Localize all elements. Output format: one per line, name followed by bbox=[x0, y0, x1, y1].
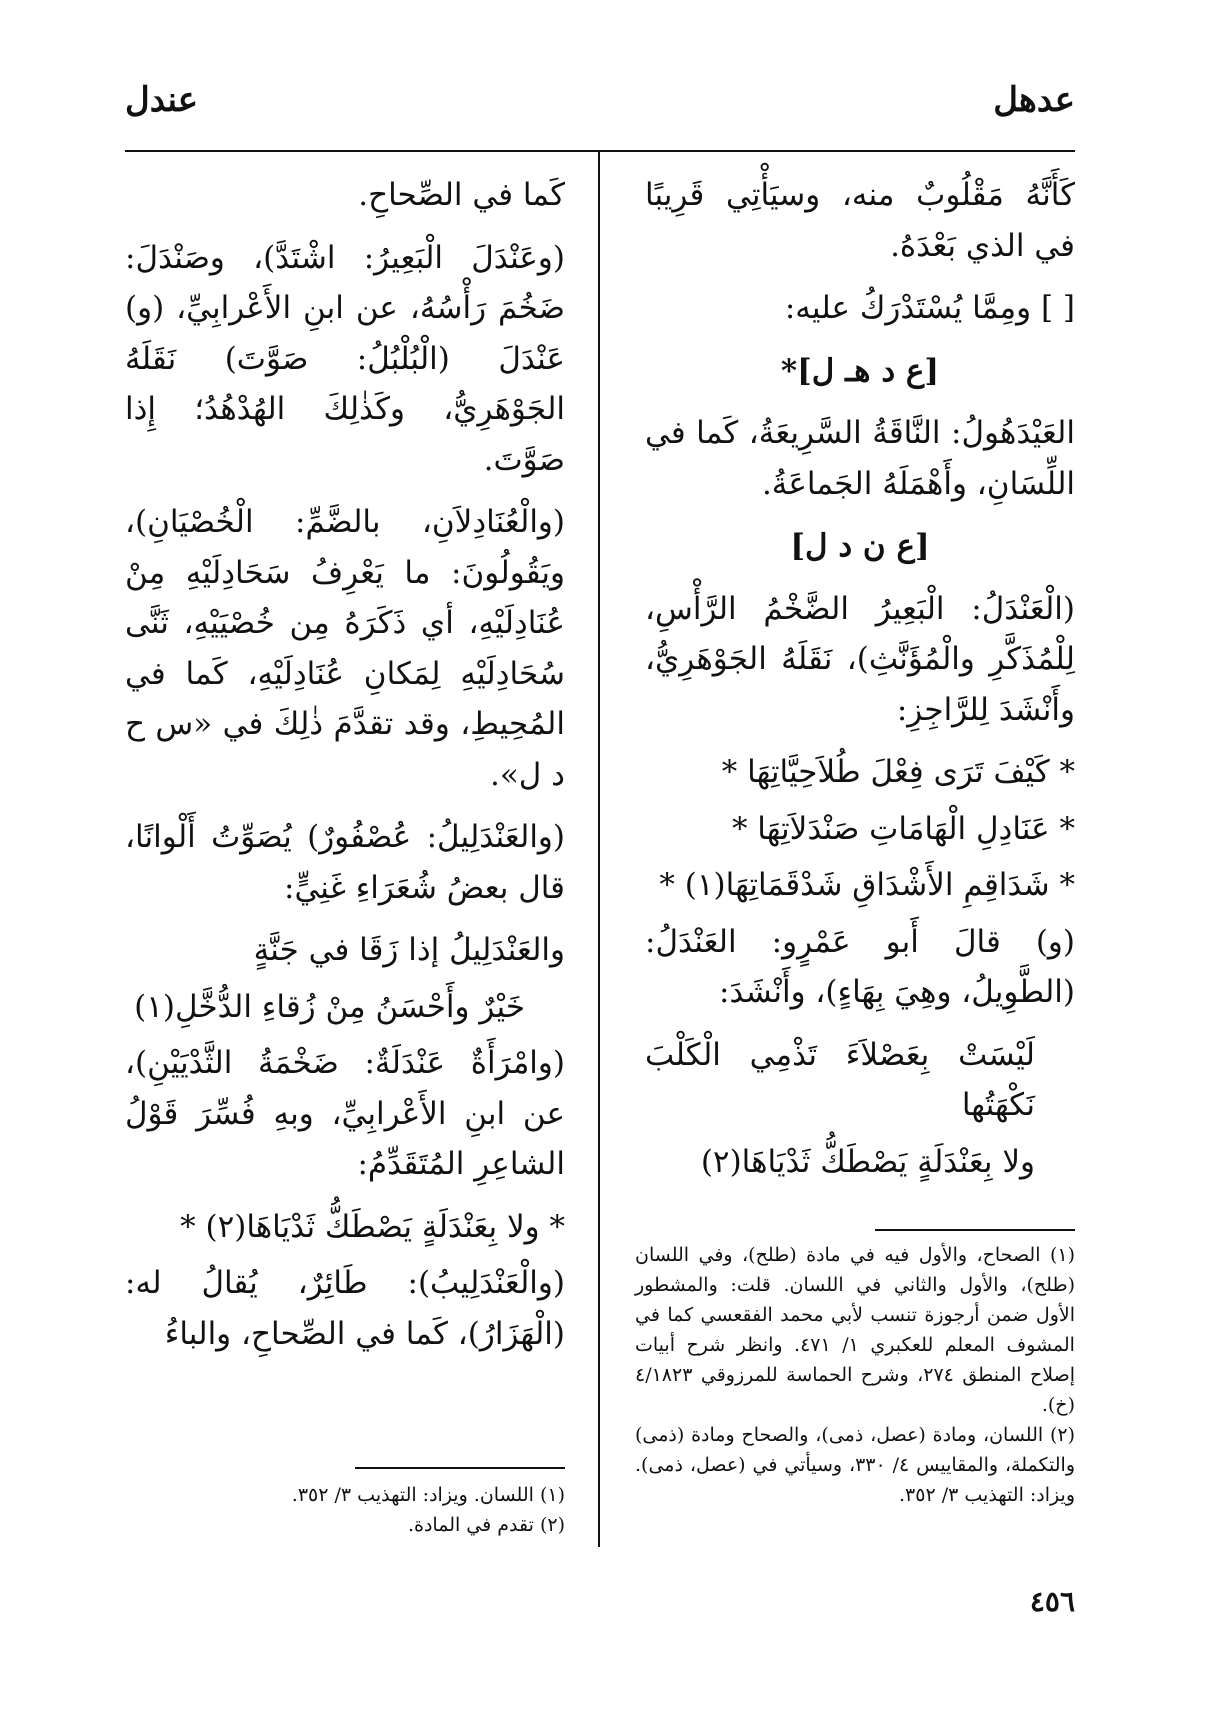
verse-line: * كَيْفَ تَرَى فِعْلَ طُلاَحِيَّاتِهَا * bbox=[721, 754, 1075, 790]
paragraph: كَأَنَّهُ مَقْلُوبٌ منه، وسيَأْتِي قَرِيبًا في الذي بَعْدَهُ. bbox=[645, 177, 1075, 264]
paragraph: [ ] ومِمَّا يُسْتَدْرَكُ عليه: bbox=[784, 290, 1075, 326]
paragraph: (وامْرَأَةٌ عَنْدَلَةٌ: ضَخْمَةُ الثَّدْيَيْنِ)، عن ابنِ الأَعْرابِيِّ، وبهِ فُسِّرَ قَوْلُ الشاعِرِ المُتَقَدِّمُ: bbox=[125, 1045, 565, 1182]
paragraph: (والْعَنْدَلِيبُ): طَائِرٌ، يُقالُ له: (الْهَزَارُ)، كَما في الصِّحاحِ، والباءُ bbox=[125, 1265, 565, 1352]
footnote-rule-right bbox=[875, 1229, 1075, 1231]
verse-line: لَيْسَتْ بِعَصْلاَءَ تَذْمِي الْكَلْبَ نَكْهَتُها bbox=[645, 1036, 1035, 1123]
header-rule bbox=[125, 150, 1075, 152]
verse-line: والعَنْدَلِيلُ إذا زَقَا في جَنَّةٍ bbox=[253, 932, 565, 968]
page-number: ٤٥٦ bbox=[1029, 1585, 1075, 1618]
paragraph: (و) قالَ أَبو عَمْرٍو: العَنْدَلُ: (الطَّوِيلُ، وهِيَ بِهَاءٍ)، وأَنْشَدَ: bbox=[645, 923, 1075, 1010]
paragraph: (والْعُنَادِلاَنِ، بالضَّمِّ: الْخُصْيَانِ)، ويَقُولُونَ: ما يَعْرِفُ سَحَادِلَيْهِ مِنْ عُنَادِلَيْهِ، أي ذَكَرَهُ مِن خُصْيَيْهِ، ثَنَّى سُحَادِلَيْهِ لِمَكانِ عُنَادِلَيْهِ، كَما في المُحِيطِ، وقد تقدَّمَ ذٰلِكَ في «س ح د ل». bbox=[125, 504, 565, 793]
running-head-left: عندل bbox=[125, 80, 199, 120]
entry-heading: [ع د هـ ل]* bbox=[780, 352, 940, 389]
footnote: (١) اللسان. ويزاد: التهذيب ٣/ ٣٥٢. bbox=[291, 1484, 565, 1506]
running-head-right: عدهل bbox=[993, 80, 1075, 120]
footnote-rule-left bbox=[355, 1467, 565, 1469]
paragraph: (والعَنْدَلِيلُ: عُصْفُورٌ) يُصَوِّتُ أَلْوانًا، قال بعضُ شُعَرَاءِ غَنِيٍّ: bbox=[125, 819, 565, 906]
verse-line: ولا بِعَنْدَلَةٍ يَصْطَكُّ ثَدْيَاهَا(٢) bbox=[700, 1143, 1035, 1180]
footnote: (٢) اللسان، ومادة (عصل، ذمى)، والصحاح ومادة (ذمى) والتكملة، والمقاييس ٤/ ٣٣٠، وسيأتي في (عصل، ذمى). ويزاد: التهذيب ٣/ ٣٥٢. bbox=[635, 1424, 1075, 1506]
footnote: (١) الصحاح، والأول فيه في مادة (طلح)، وفي اللسان (طلح)، والأول والثاني في اللسان. قلت: والمشطور الأول ضمن أرجوزة تنسب لأبي محمد الفقعسي كما في المشوف المعلم للعكبري ١/ ٤٧١. وانظر شرح أبيات إصلاح المنطق ٢٧٤، وشرح الحماسة للمرزوقي ٤/١٨٢٣ (خ). bbox=[635, 1244, 1076, 1416]
verse-line: خَيْرٌ وأَحْسَنُ مِنْ زُقاءِ الدُّخَّلِ(١) bbox=[134, 988, 525, 1025]
paragraph: العَيْدَهُولُ: النَّاقَةُ السَّرِيعَةُ، كَما في اللِّسَانِ، وأَهْمَلَهُ الجَماعَةُ. bbox=[645, 415, 1075, 502]
footnotes-right bbox=[635, 1240, 1075, 1510]
verse-line: * شَدَاقِمِ الأَشْدَاقِ شَدْقَمَاتِهَا(١) * bbox=[659, 867, 1075, 903]
left-column bbox=[125, 170, 565, 1371]
right-column bbox=[645, 170, 1075, 1193]
footnotes-left bbox=[125, 1480, 565, 1540]
verse-line: * ولا بِعَنْدَلَةٍ يَصْطَكُّ ثَدْيَاهَا(٢) * bbox=[180, 1208, 565, 1245]
footnote: (٢) تقدم في المادة. bbox=[407, 1514, 565, 1536]
verse-line: * عَنَادِلِ الْهَامَاتِ صَنْدَلاَتِهَا * bbox=[731, 810, 1075, 847]
paragraph: (الْعَنْدَلُ: الْبَعِيرُ الضَّخْمُ الرَّأْسِ، لِلْمُذَكَّرِ والْمُؤَنَّثِ)، نَقَلَهُ الجَوْهَرِيُّ، وأَنْشَدَ لِلرَّاجِزِ: bbox=[645, 590, 1075, 728]
paragraph: كَما في الصِّحاحِ. bbox=[358, 177, 565, 213]
column-divider bbox=[598, 152, 600, 1547]
paragraph: (وعَنْدَلَ الْبَعِيرُ: اشْتَدَّ)، وصَنْدَلَ: ضَخُمَ رَأْسُهُ، عن ابنِ الأَعْرابِيِّ، (و) عَنْدَلَ (الْبُلْبُلُ: صَوَّتَ) نَقَلَهُ الجَوْهَرِيُّ، وكَذٰلِكَ الهُدْهُدُ؛ إِذا صَوَّتَ. bbox=[125, 239, 565, 478]
entry-heading: [ع ن د ل] bbox=[790, 528, 930, 564]
